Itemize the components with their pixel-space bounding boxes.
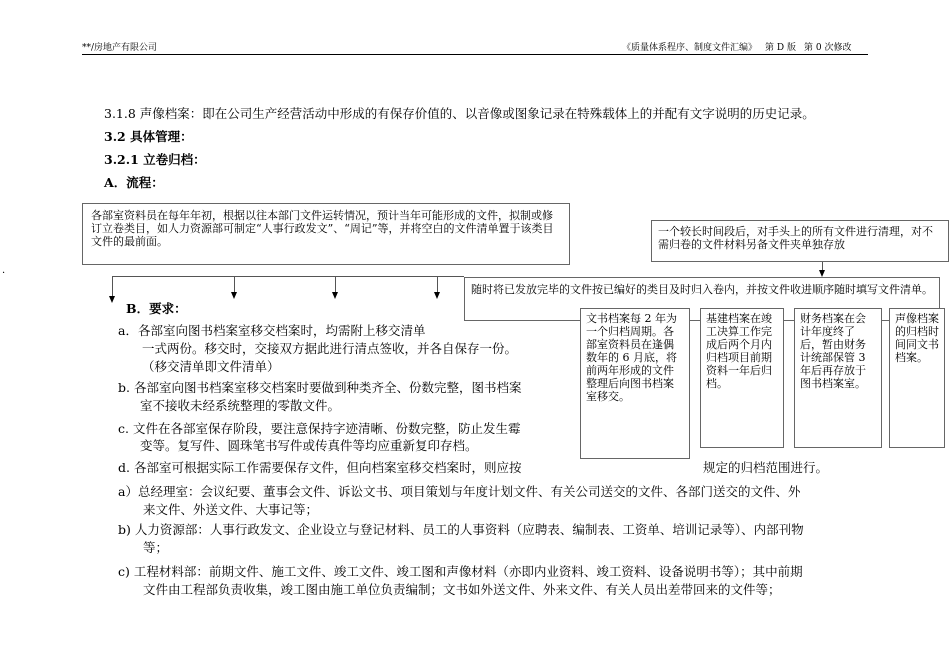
heading-B: B．要求：	[126, 301, 187, 316]
flow-col-finance-archive: 财务档案在会计年度终了后，暂由财务计统部保管 3 年后再存放于图书档案室。	[794, 308, 882, 448]
flow-col-document-archive: 文书档案每 2 年为一个归档周期。各部室资料员在逢偶数年的 6 月底，将前两年形成的文件整理后向图书档案室移交。	[580, 308, 690, 459]
flow-box-periodic-cleanup: 一个较长时间段后，对手头上的所有文件进行清理，对不需归卷的文件材料另备文件夹单独存放	[651, 220, 949, 262]
section-3-1-8: 3.1.8 声像档案：即在公司生产经营活动中形成的有保存价值的、以音像或图象记录在特殊载体上的并配有文字说明的历史记录。	[104, 106, 815, 121]
flow-box-annual-planning: 各部室资料员在每年年初，根据以往本部门文件运转情况，预计当年可能形成的文件，拟制或修订立卷类目，如人力资源部可制定“人事行政发文”、“周记”等，并将空白的文件清单置于该类目文件的最前面。	[82, 203, 570, 265]
req-scope-b-line1: b) 人力资源部：人事行政发文、企业设立与登记材料、员工的人事资料（应聘表、编制表、工资单、培训记录等）、内部刊物	[118, 522, 804, 537]
flow-arrow-3	[332, 292, 338, 299]
req-c-line1: c. 文件在各部室保存阶段，要注意保持字迹清晰、份数完整，防止发生霉	[118, 421, 521, 436]
flow-connector-horizontal	[112, 276, 464, 277]
heading-3-2: 3.2 具体管理：	[104, 129, 193, 144]
req-scope-b-line2: 等；	[143, 540, 169, 555]
header-doc-title: 《质量体系程序、制度文件汇编》	[622, 43, 758, 53]
req-c-line2: 变等。复写件、圆珠笔书写件或传真件等均应重新复印存档。	[140, 438, 478, 453]
flow-arrow-1	[109, 296, 115, 303]
req-scope-c-line2: 文件由工程部负责收集，竣工图由施工单位负责编制；文书如外送文件、外来文件、有关人员出差带回来的文件等；	[143, 582, 781, 597]
req-d-line2: 规定的归档范围进行。	[703, 460, 829, 475]
heading-3-2-1: 3.2.1 立卷归档：	[104, 152, 206, 167]
req-b-line1: b. 各部室向图书档案室移交档案时要做到种类齐全、份数完整，图书档案	[118, 380, 522, 395]
header-version: 第 D 版	[765, 43, 796, 53]
req-d-line1: d. 各部室可根据实际工作需要保存文件，但向档案室移交档案时，则应按	[118, 460, 522, 475]
req-scope-a-line2: 来文件、外送文件、大事记等；	[143, 502, 319, 517]
flow-col-construction-archive: 基建档案在竣工决算工作完成后两个月内归档项目前期资料一年后归档。	[700, 308, 784, 448]
flow-box-file-filing: 随时将已发放完毕的文件按已编好的类目及时归入卷内，并按文件收进顺序随时填写文件清单。	[464, 277, 940, 321]
req-scope-c-line1: c) 工程材料部：前期文件、施工文件、竣工文件、竣工图和声像材料（亦即内业资料、竣工资料、设备说明书等）；其中前期	[118, 564, 803, 579]
req-a-line3: （移交清单即文件清单）	[142, 359, 280, 374]
header-company: **/房地产有限公司	[82, 43, 158, 53]
header-revision: 第 0 次修改	[804, 43, 852, 53]
flow-arrow-right	[819, 270, 825, 277]
flow-connector-v1	[112, 276, 113, 296]
req-b-line2: 室不接收未经系统整理的零散文件。	[140, 398, 341, 413]
margin-mark: ·	[2, 268, 6, 279]
flow-connector-v4	[437, 276, 438, 292]
flow-connector-v3	[335, 276, 336, 292]
heading-A: A．流程：	[104, 175, 164, 190]
req-scope-a-line1: a）总经理室：会议纪要、董事会文件、诉讼文书、项目策划与年度计划文件、有关公司送交的文件、各部门送交的文件、外	[118, 484, 801, 499]
flow-arrow-2	[231, 292, 237, 299]
header-rule	[82, 54, 868, 55]
flow-connector-v2	[234, 276, 235, 292]
req-a-line2: 一式两份。移交时，交接双方据此进行清点签收，并各自保存一份。	[142, 341, 518, 356]
req-a-line1: a．各部室向图书档案室移交档案时，均需附上移交清单	[118, 323, 426, 338]
flow-arrow-4	[434, 292, 440, 299]
flow-col-av-archive: 声像档案的归档时间同文书档案。	[889, 308, 945, 448]
